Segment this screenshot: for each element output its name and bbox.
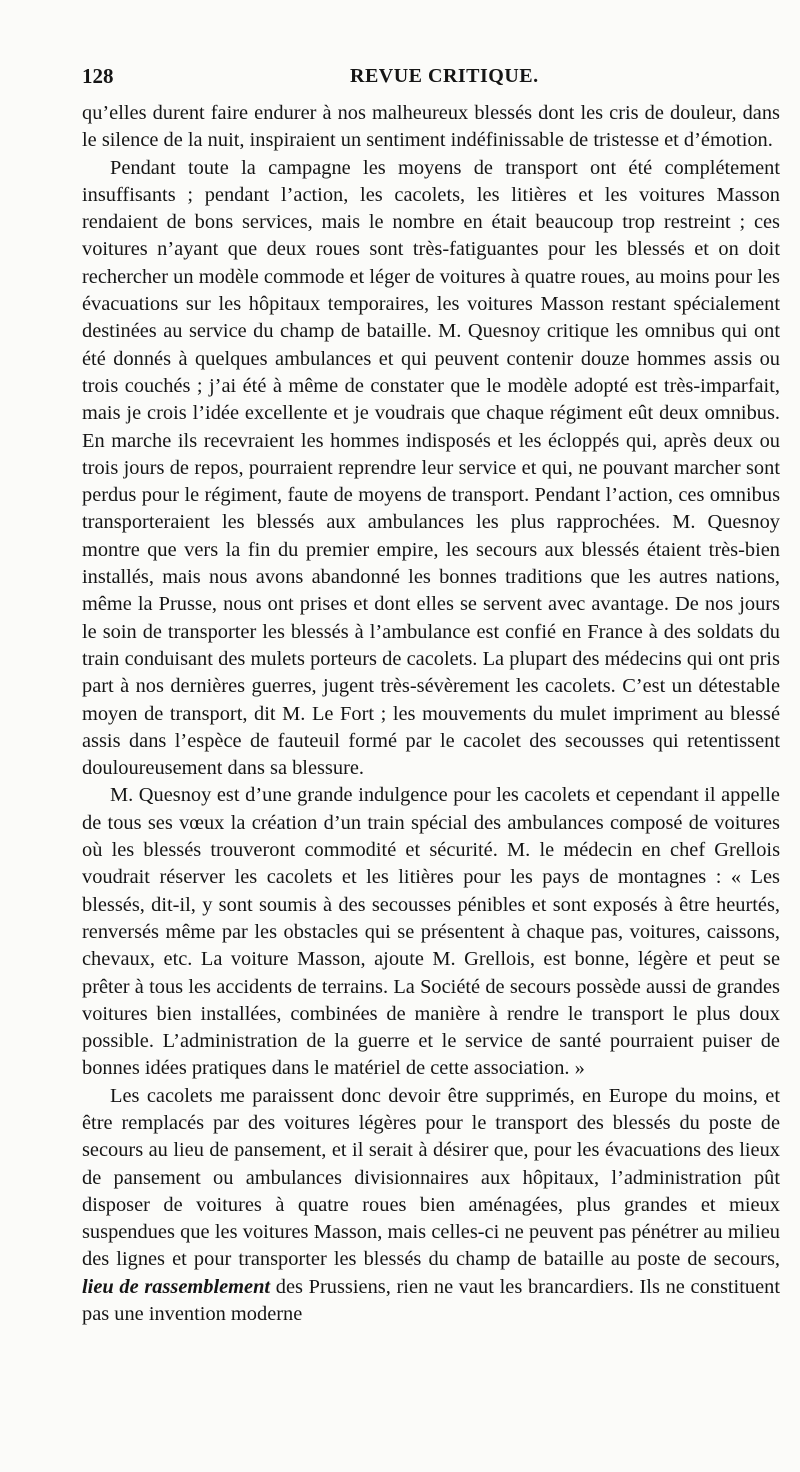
- running-title: REVUE CRITIQUE.: [350, 65, 539, 87]
- paragraph-4-text-before: Les cacolets me paraissent donc devoir être supprimés, en Europe du moins, et être remplacés par des voitures légères pour le transport des blessés du poste de secours au lieu de pansement, et il serait à désirer que, pour les évacuations des lieux de pansement ou ambulances divisionnaires aux hôpitaux, l’administration pût disposer de voitures à quatre roues bien aménagées, plus grandes et mieux suspendues que les voitures Masson, mais celles-ci ne peuvent pas pénétrer au milieu des lignes et pour transporter les blessés du champ de bataille au poste de secours,: [82, 1084, 780, 1271]
- page-header: [82, 60, 760, 92]
- paragraph-2: Pendant toute la campagne les moyens de transport ont été complétement insuffisants ; pendant l’action, les cacolets, les litières et les voitures Masson rendaient de bons services, mais le nombre en était beaucoup trop restreint ; ces voitures n’ayant que deux roues sont très-fatiguantes pour les blessés et on doit rechercher un modèle commode et léger de voitures à quatre roues, au moins pour les évacuations sur les hôpitaux temporaires, les voitures Masson restant spécialement destinées au service du champ de bataille. M. Quesnoy critique les omnibus qui ont été donnés à quelques ambulances et qui peuvent contenir douze hommes assis ou trois couchés ; j’ai été à même de constater que le modèle adopté est très-imparfait, mais je crois l’idée excellente et je voudrais que chaque régiment eût deux omnibus. En marche ils recevraient les hommes indisposés et les écloppés qui, après deux ou trois jours de repos, pourraient reprendre leur service et qui, ne pouvant marcher sont perdus pour le régiment, faute de moyens de transport. Pendant l’action, ces omnibus transporteraient les blessés aux ambulances les plus rapprochées. M. Quesnoy montre que vers la fin du premier empire, les secours aux blessés étaient très-bien installés, mais nous avons abandonné les bonnes traditions que les autres nations, même la Prusse, nous ont prises et dont elles se servent avec avantage. De nos jours le soin de transporter les blessés à l’ambulance est confié en France à des soldats du train conduisant des mulets porteurs de cacolets. La plupart des médecins qui ont pris part à nos dernières guerres, jugent très-sévèrement les cacolets. C’est un détestable moyen de transport, dit M. Le Fort ; les mouvements du mulet impriment au blessé assis dans l’espèce de fauteuil formé par le cacolet des secousses qui retentissent douloureusement dans sa blessure.: [82, 156, 780, 780]
- paragraph-4-text-after: des Prussiens, rien ne vaut les brancardiers. Ils ne constituent pas une invention moderne: [82, 1275, 780, 1326]
- paragraph-4: [82, 1083, 780, 1329]
- paragraph-1: qu’elles durent faire endurer à nos malheureux blessés dont les cris de douleur, dans le silence de la nuit, inspiraient un sentiment indéfinissable de tristesse et d’émotion.: [82, 102, 780, 152]
- paragraph-4-emphasis: lieu de rassemblement: [82, 1275, 271, 1298]
- paragraph-3: M. Quesnoy est d’une grande indulgence pour les cacolets et cependant il appelle de tous ses vœux la création d’un train spécial des ambulances composé de voitures où les blessés trouveront commodité et sécurité. M. le médecin en chef Grellois voudrait réserver les cacolets et les litières pour les pays de montagnes : « Les blessés, dit-il, y sont soumis à des secousses pénibles et sont exposés à être heurtés, renversés même par les obstacles qui se présentent à chaque pas, voitures, caissons, chevaux, etc. La voiture Masson, ajoute M. Grellois, est bonne, légère et peut se prêter à tous les accidents de terrains. La Société de secours possède aussi de grandes voitures bien installées, combinées de manière à rendre le transport le plus doux possible. L’administration de la guerre et le service de santé pourraient puiser de bonnes idées pratiques dans le matériel de cette association. »: [82, 784, 780, 1080]
- body-text: [82, 100, 780, 1328]
- page-number: 128: [82, 64, 114, 88]
